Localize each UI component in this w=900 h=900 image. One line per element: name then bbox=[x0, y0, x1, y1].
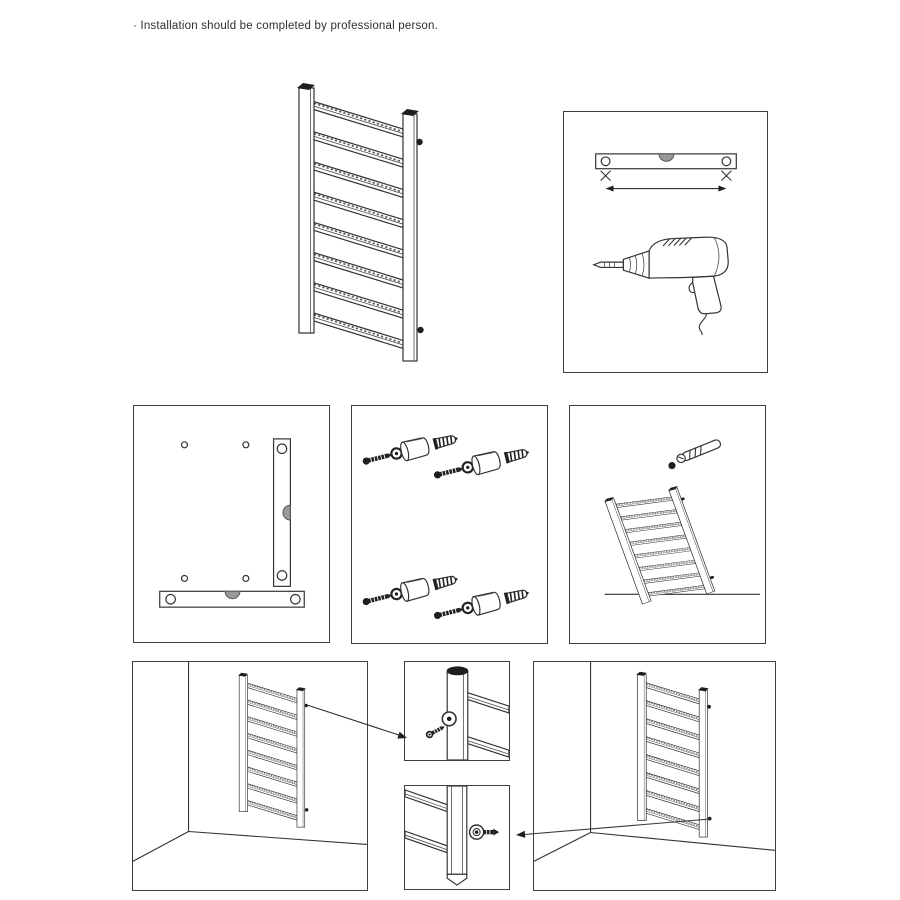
positioning-illustration bbox=[570, 406, 765, 643]
spirit-level bbox=[596, 154, 737, 169]
washer bbox=[442, 712, 456, 726]
anchor-set-2 bbox=[432, 443, 532, 485]
anchor-set-4 bbox=[432, 583, 532, 625]
screw bbox=[483, 829, 499, 836]
tools-illustration bbox=[564, 112, 767, 372]
mounted-towel-rail bbox=[636, 672, 711, 837]
screwdriver bbox=[668, 439, 721, 469]
mounted-towel-rail bbox=[238, 673, 308, 827]
panel-room-right bbox=[533, 661, 776, 891]
panel-marking-template bbox=[133, 405, 330, 643]
room-corner-lines bbox=[133, 662, 367, 861]
installation-note: · Installation should be completed by professional person. bbox=[133, 20, 439, 32]
vertical-spirit-level bbox=[274, 439, 291, 586]
panel-fixing-detail-top bbox=[404, 661, 510, 761]
drill-hole-marks bbox=[182, 442, 249, 582]
x-marks bbox=[601, 171, 732, 181]
tilted-towel-rail bbox=[603, 473, 718, 616]
wall-anchors-illustration bbox=[352, 406, 547, 643]
washer bbox=[470, 825, 484, 839]
horizontal-spirit-level bbox=[160, 591, 305, 607]
screw bbox=[425, 723, 447, 739]
dimension-line bbox=[606, 186, 727, 192]
room-right-illustration bbox=[534, 662, 775, 890]
rail-rungs bbox=[405, 790, 447, 853]
marking-template-illustration bbox=[134, 406, 329, 642]
panel-tools bbox=[563, 111, 768, 373]
fixing-detail-bottom-illustration bbox=[405, 786, 509, 889]
panel-wall-anchors bbox=[351, 405, 548, 644]
rail-rungs bbox=[467, 692, 509, 757]
panel-positioning bbox=[569, 405, 766, 644]
anchor-set-1 bbox=[360, 429, 460, 471]
panel-room-left bbox=[132, 661, 368, 891]
power-drill bbox=[594, 237, 729, 335]
panel-fixing-detail-bottom bbox=[404, 785, 510, 890]
room-left-illustration bbox=[133, 662, 367, 890]
towel-rail-product bbox=[297, 83, 424, 361]
rail-post-bottom bbox=[447, 786, 467, 885]
fixing-detail-top-illustration bbox=[405, 662, 509, 760]
anchor-set-3 bbox=[360, 569, 460, 611]
